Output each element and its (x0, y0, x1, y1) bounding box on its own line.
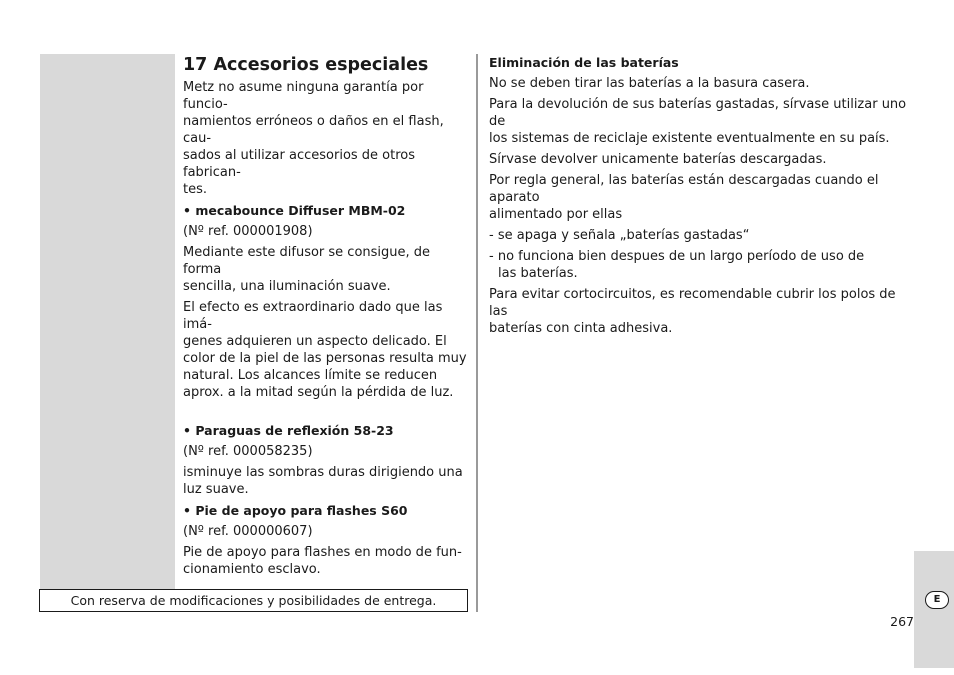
item-text-diffuser-2: El efecto es extraordinario dado que las imá- genes adquieren un aspecto delicado. El color de la piel de las personas resulta muy natural. Los alcances límite se reducen aprox. a la mitad según la pérdida de luz. (183, 300, 467, 400)
bullet-text: - se apaga y señala „baterías gastadas“ (489, 228, 750, 243)
item-text-stand: Pie de apoyo para flashes en modo de fun- cionamiento esclavo. (183, 545, 462, 577)
language-tab (914, 551, 954, 668)
spacer (183, 405, 468, 422)
footer-note: Con reserva de modificaciones y posibilidades de entrega. (39, 589, 468, 612)
battery-paragraph-2: Para la devolución de sus baterías gastadas, sírvase utilizar uno de los sistemas de reciclaje existente eventualmente en su país. (489, 97, 907, 146)
item-heading-diffuser: • mecabounce Diffuser MBM-02 (183, 203, 406, 218)
item-text-umbrella: isminuye las sombras duras dirigiendo una luz suave. (183, 465, 463, 497)
battery-paragraph-5: Para evitar cortocircuitos, es recomendable cubrir los polos de las baterías con cinta adhesiva. (489, 287, 896, 336)
column-divider (476, 54, 478, 612)
intro-paragraph: Metz no asume ninguna garantía por funcio- namientos erróneos o daños en el flash, cau- sados al utilizar accesorios de otros fabrican- tes. (183, 80, 444, 197)
battery-bullet-1 (489, 227, 909, 244)
item-ref-stand: (Nº ref. 000000607) (183, 524, 313, 539)
battery-bullet-2 (489, 248, 909, 282)
battery-paragraph-4: Por regla general, las baterías están descargadas cuando el aparato alimentado por ellas (489, 173, 879, 222)
language-badge: E (925, 591, 949, 609)
left-margin-band (40, 54, 175, 590)
section-title: 17 Accesorios especiales (183, 55, 429, 75)
battery-paragraph-3: Sírvase devolver unicamente baterías descargadas. (489, 152, 827, 167)
item-text-diffuser-1: Mediante este difusor se consigue, de forma sencilla, una iluminación suave. (183, 245, 431, 294)
battery-paragraph-1: No se deben tirar las baterías a la basura casera. (489, 76, 810, 91)
bullet-text-line-2: las baterías. (498, 266, 578, 281)
left-column (183, 54, 468, 582)
item-ref-diffuser: (Nº ref. 000001908) (183, 224, 313, 239)
item-heading-umbrella: • Paraguas de reflexión 58-23 (183, 423, 394, 438)
item-heading-stand: • Pie de apoyo para flashes S60 (183, 503, 408, 518)
right-column (489, 54, 909, 341)
page-number: 267 (890, 614, 914, 629)
item-ref-umbrella: (Nº ref. 000058235) (183, 444, 313, 459)
bullet-text-line-1: - no funciona bien despues de un largo período de uso de (489, 249, 865, 264)
battery-disposal-heading: Eliminación de las baterías (489, 55, 679, 70)
